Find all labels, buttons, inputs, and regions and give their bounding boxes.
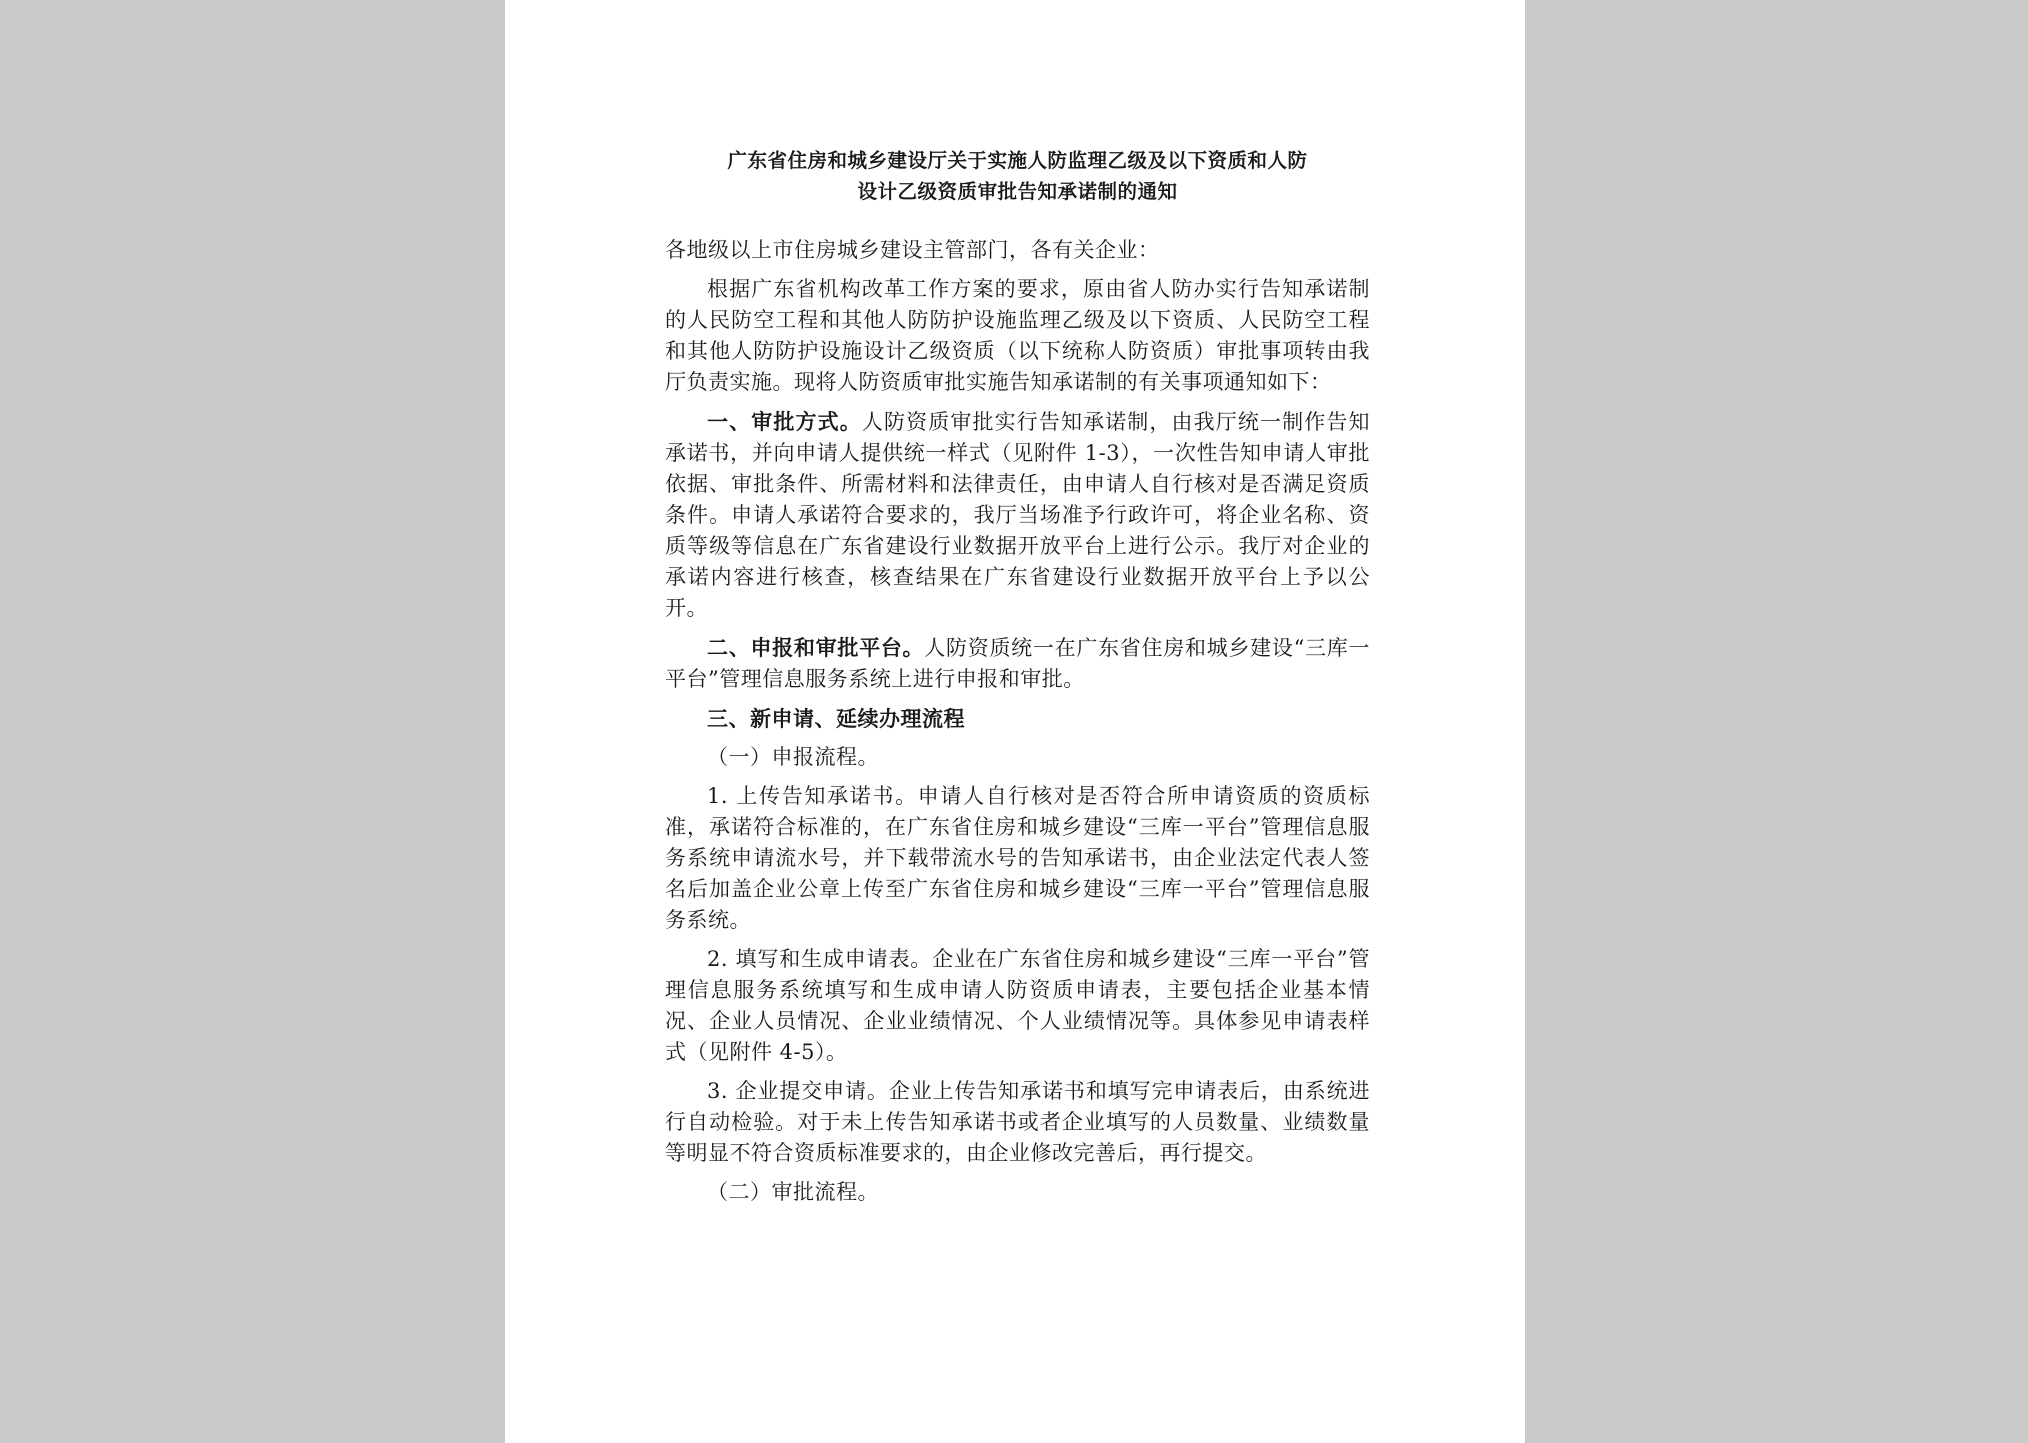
page-content bbox=[665, 145, 1370, 1208]
subsection-1-heading: （一）申报流程。 bbox=[707, 745, 879, 769]
document-title bbox=[665, 145, 1370, 207]
step-2-paragraph: 2. 填写和生成申请表。企业在广东省住房和城乡建设“三库一平台”管理信息服务系统填写和生成申请人防资质申请表，主要包括企业基本情况、企业人员情况、企业业绩情况、个人业绩情况等。具体参见申请表样式（见附件 4-5）。 bbox=[665, 947, 1370, 1064]
subsection-2-heading: （二）审批流程。 bbox=[707, 1180, 879, 1204]
title-line-1: 广东省住房和城乡建设厅关于实施人防监理乙级及以下资质和人防 bbox=[727, 149, 1308, 172]
salutation: 各地级以上市住房城乡建设主管部门，各有关企业： bbox=[665, 238, 1160, 262]
intro-paragraph: 根据广东省机构改革工作方案的要求，原由省人防办实行告知承诺制的人民防空工程和其他人防防护设施监理乙级及以下资质、人民防空工程和其他人防防护设施设计乙级资质（以下统称人防资质）审批事项转由我厅负责实施。现将人防资质审批实施告知承诺制的有关事项通知如下： bbox=[665, 277, 1370, 394]
document-page bbox=[505, 0, 1525, 1443]
section-1-body: 人防资质审批实行告知承诺制，由我厅统一制作告知承诺书，并向申请人提供统一样式（见附件 1-3），一次性告知申请人审批依据、审批条件、所需材料和法律责任，由申请人自行核对是否满足资质条件。申请人承诺符合要求的，我厅当场准予行政许可，将企业名称、资质等级等信息在广东省建设行业数据开放平台上进行公示。我厅对企业的承诺内容进行核查，核查结果在广东省建设行业数据开放平台上予以公开。 bbox=[665, 410, 1371, 620]
section-1-paragraph bbox=[665, 406, 1370, 624]
section-1-lead: 一、审批方式。 bbox=[707, 409, 862, 434]
section-3-heading: 三、新申请、延续办理流程 bbox=[707, 706, 965, 731]
title-line-2: 设计乙级资质审批告知承诺制的通知 bbox=[857, 180, 1178, 203]
step-3-paragraph: 3. 企业提交申请。企业上传告知承诺书和填写完申请表后，由系统进行自动检验。对于未上传告知承诺书或者企业填写的人员数量、业绩数量等明显不符合资质标准要求的，由企业修改完善后，再行提交。 bbox=[665, 1079, 1370, 1165]
step-1-paragraph: 1. 上传告知承诺书。申请人自行核对是否符合所申请资质的资质标准，承诺符合标准的，在广东省住房和城乡建设“三库一平台”管理信息服务系统申请流水号，并下载带流水号的告知承诺书，由企业法定代表人签名后加盖企业公章上传至广东省住房和城乡建设“三库一平台”管理信息服务系统。 bbox=[665, 784, 1370, 932]
section-2-lead: 二、申报和审批平台。 bbox=[707, 635, 925, 660]
section-2-paragraph bbox=[665, 632, 1370, 695]
section-2-body: 人防资质统一在广东省住房和城乡建设“三库一平台”管理信息服务系统上进行申报和审批。 bbox=[665, 636, 1371, 691]
